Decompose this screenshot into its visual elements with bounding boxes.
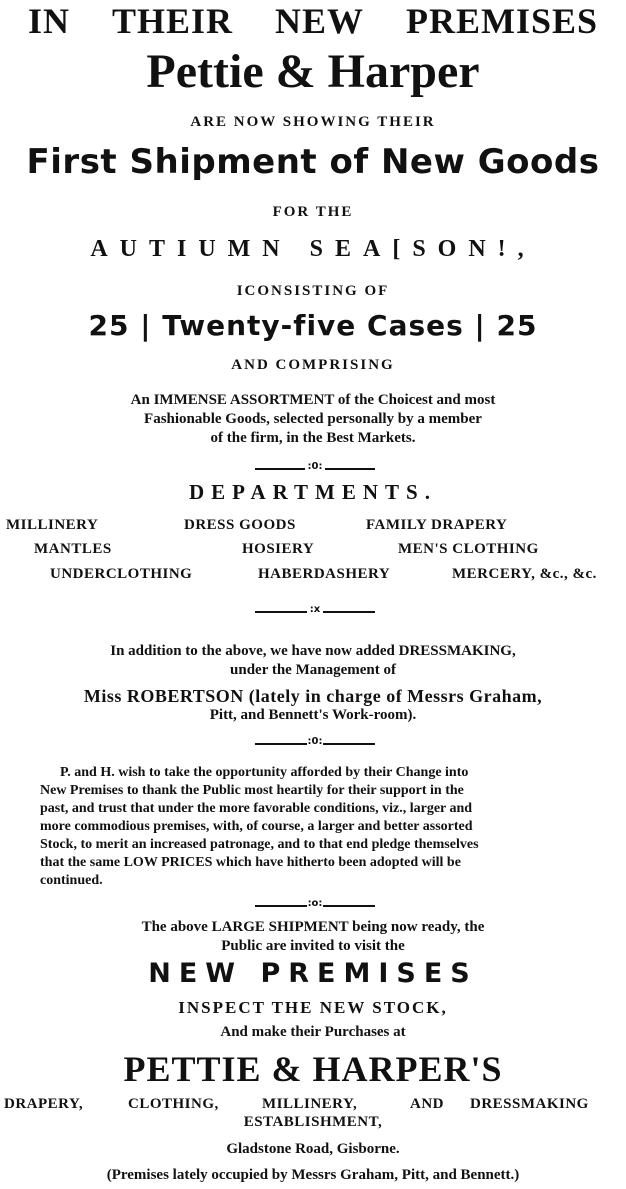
divider xyxy=(255,737,375,751)
department-item: MEN'S CLOTHING xyxy=(398,541,539,557)
thanks-line: P. and H. wish to take the opportunity afforded by their Change into xyxy=(60,765,469,780)
dressmaking-line: under the Management of xyxy=(230,662,396,678)
assortment-line: Fashionable Goods, selected personally by a member xyxy=(144,411,482,427)
department-item: DRESS GOODS xyxy=(184,517,296,533)
showing-line: ARE NOW SHOWING THEIR xyxy=(190,114,436,130)
assortment-line: An IMMENSE ASSORTMENT of the Choicest and most xyxy=(130,392,496,408)
divider xyxy=(255,605,375,619)
shipment-heading: First Shipment of New Goods xyxy=(26,142,600,182)
consisting-line: ICONSISTING OF xyxy=(236,283,390,299)
purchases-line: And make their Purchases at xyxy=(220,1024,406,1040)
headline-word: THEIR xyxy=(111,1,233,41)
department-item: MILLINERY xyxy=(6,517,99,533)
thanks-line: past, and trust that under the more favorable conditions, viz., larger and xyxy=(40,801,473,816)
headline-word: PREMISES xyxy=(406,1,599,41)
divider-mark: :x xyxy=(309,604,321,615)
season-line: AUTIUMN SEA[SON!, xyxy=(90,236,536,262)
divider-mark: :0: xyxy=(307,736,323,747)
invite-line: Public are invited to visit the xyxy=(221,938,405,954)
comprising-line: AND COMPRISING xyxy=(231,357,395,373)
inspect-line: INSPECT THE NEW STOCK, xyxy=(178,998,448,1017)
thanks-line: that the same LOW PRICES which have hitherto been adopted will be xyxy=(40,855,461,870)
establishment-word: CLOTHING, xyxy=(128,1096,219,1112)
department-item: MANTLES xyxy=(34,541,112,557)
headline-word: IN xyxy=(27,1,70,41)
dressmaking-line: Pitt, and Bennett's Work-room). xyxy=(209,707,417,723)
store-name: PETTIE & HARPER'S xyxy=(123,1049,503,1089)
headline-word: NEW xyxy=(275,1,365,41)
thanks-line: continued. xyxy=(40,873,103,888)
establishment-word: DRAPERY, xyxy=(4,1096,84,1112)
establishment-word: DRESSMAKING xyxy=(470,1096,589,1112)
department-item: MERCERY, &c., &c. xyxy=(452,566,597,582)
establishment-word: ESTABLISHMENT, xyxy=(243,1114,383,1130)
divider xyxy=(255,899,375,913)
dressmaking-line: Miss ROBERTSON (lately in charge of Messrs Graham, xyxy=(83,686,543,706)
divider-mark: :0: xyxy=(307,461,323,472)
invite-line: The above LARGE SHIPMENT being now ready, the xyxy=(141,919,485,935)
departments-heading: DEPARTMENTS. xyxy=(189,480,437,504)
brand-name: Pettie & Harper xyxy=(146,45,480,98)
dressmaking-line: In addition to the above, we have now added DRESSMAKING, xyxy=(110,643,516,659)
divider-mark: :o: xyxy=(307,898,323,909)
department-item: UNDERCLOTHING xyxy=(50,566,193,582)
headline xyxy=(0,0,626,42)
address-line: Gladstone Road, Gisborne. xyxy=(226,1141,400,1157)
for-the-line: FOR THE xyxy=(272,204,354,220)
footnote-line: (Premises lately occupied by Messrs Graham, Pitt, and Bennett.) xyxy=(106,1167,520,1183)
divider xyxy=(255,462,375,476)
thanks-line: more commodious premises, with, of course, a larger and better assorted xyxy=(40,819,473,834)
department-item: HABERDASHERY xyxy=(258,566,391,582)
department-item: FAMILY DRAPERY xyxy=(366,517,508,533)
department-item: HOSIERY xyxy=(242,541,315,557)
establishment-word: MILLINERY, xyxy=(262,1096,358,1112)
assortment-line: of the firm, in the Best Markets. xyxy=(210,430,416,446)
new-premises-banner: NEW PREMISES xyxy=(148,958,478,989)
thanks-line: New Premises to thank the Public most heartily for their support in the xyxy=(40,783,464,798)
cases-line: 25 | Twenty-five Cases | 25 xyxy=(88,309,538,342)
thanks-line: Stock, to merit an increased patronage, and to that end pledge themselves xyxy=(40,837,479,852)
establishment-word: AND xyxy=(410,1096,444,1112)
